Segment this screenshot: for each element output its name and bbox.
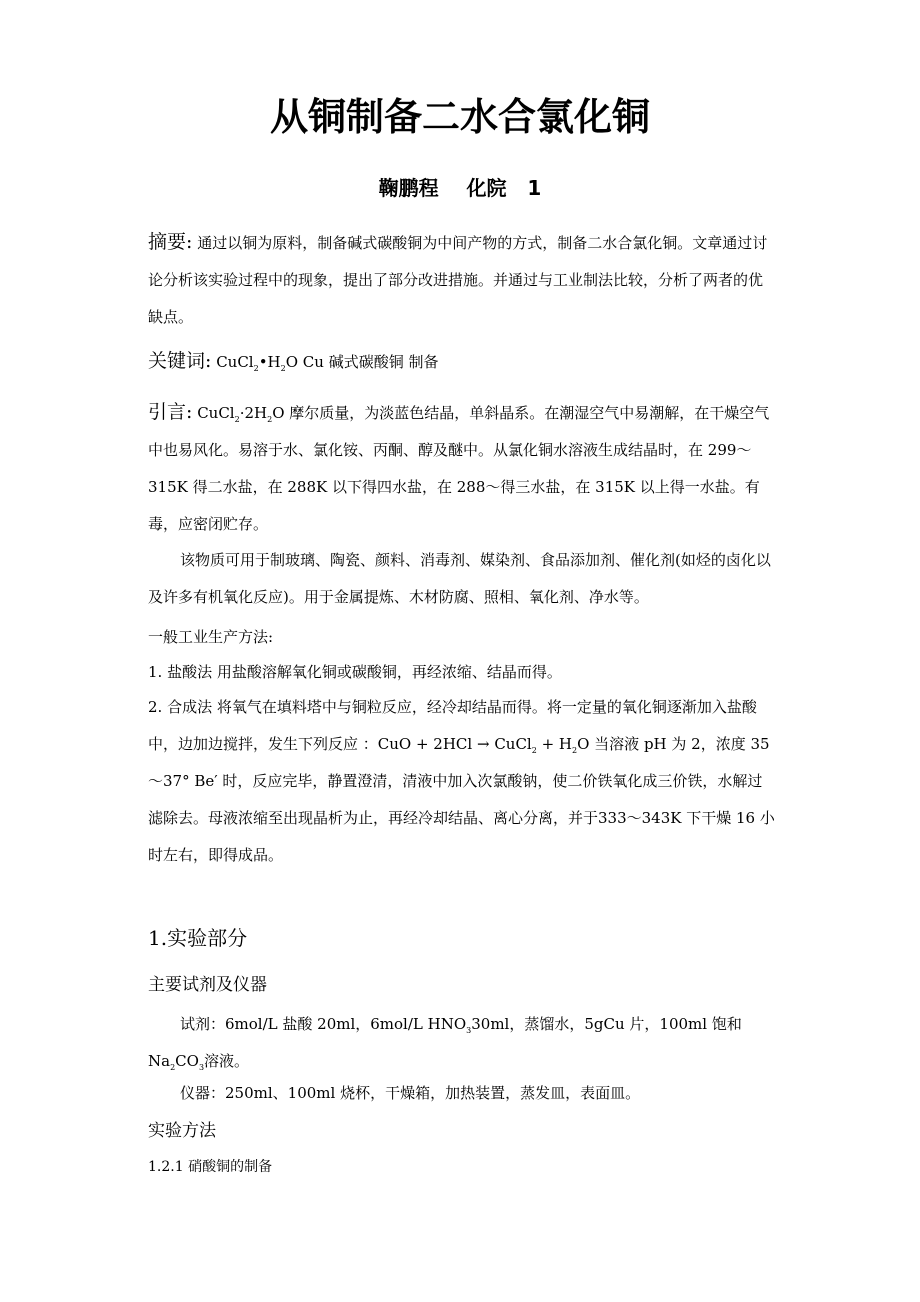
reagents-text: CO (175, 1052, 199, 1070)
method-2 (148, 689, 776, 874)
author-line: 鞠鹏程 化院 1 (378, 176, 542, 200)
intro-formula: ·2H (239, 404, 268, 422)
keywords-text: O Cu 碱式碳酸铜 制备 (285, 353, 439, 371)
subscript: 2 (267, 415, 273, 424)
reagents-text: 溶液。 (204, 1052, 250, 1070)
method-2-text: + H (536, 735, 573, 753)
intro-formula: O (272, 404, 285, 422)
reagents-paragraph (148, 1006, 776, 1080)
instruments-paragraph: 仪器：250ml、100ml 烧杯，干燥箱，加热装置，蒸发皿，表面皿。 (180, 1084, 641, 1102)
subsection-heading: 1.2.1 硝酸铜的制备 (148, 1159, 273, 1175)
reagents-heading: 主要试剂及仪器 (148, 975, 267, 995)
subscript: 2 (170, 1063, 176, 1072)
method-2-text: O 当溶液 pH 为 2，浓度 35～37° Be′ 时，反应完毕，静置澄清，清液中加入次氯酸钠，使二价铁氧化成三价铁，水解过滤除去。母液浓缩至出现晶析为止，再经冷却结晶、离心分离，并于333～343K 下干燥 16 小时左右，即得成品。 (148, 735, 775, 864)
abstract-paragraph (148, 224, 776, 336)
subscript: 2 (234, 415, 240, 424)
method-2-text: 2. 合成法 将氧气在填料塔中与铜粒反应，经冷却结晶而得。将一定量的氧化铜逐渐加入盐酸中，边加边搅拌，发生下列反应 ：CuO + 2HCl → CuCl (148, 698, 757, 753)
keywords-formula: •H (258, 353, 281, 371)
subscript: 3 (198, 1063, 205, 1072)
intro-text: 摩尔质量，为淡蓝色结晶，单斜晶系。在潮湿空气中易潮解，在干燥空气中也易风化。易溶于水、氯化铵、丙酮、醇及醚中。从氯化铜水溶液生成结晶时，在 299～315K 得二水盐，在 288K 以下得四水盐，在 288～得三水盐，在 315K 以上得一水盐。有毒，应密闭贮存。 (148, 404, 770, 533)
document-title: 从铜制备二水合氯化铜 (269, 95, 650, 139)
subscript: 2 (280, 364, 286, 373)
keywords-formula: CuCl (216, 353, 254, 371)
intro-paragraph (148, 394, 776, 543)
section-heading: 1.实验部分 (148, 926, 248, 950)
reagents-text: 试剂：6mol/L 盐酸 20ml，6mol/L HNO (180, 1015, 467, 1033)
keywords-line (148, 348, 776, 375)
subscript: 2 (531, 746, 537, 755)
subscript: 3 (466, 1026, 472, 1035)
method-heading: 实验方法 (148, 1121, 216, 1141)
subscript: 2 (572, 746, 578, 755)
method-1: 1. 盐酸法 用盐酸溶解氧化铜或碳酸铜，再经浓缩、结晶而得。 (148, 663, 562, 681)
abstract-text: 通过以铜为原料，制备碱式碳酸铜为中间产物的方式，制备二水合氯化铜。文章通过讨论分析该实验过程中的现象，提出了部分改进措施。并通过与工业制法比较，分析了两者的优缺点。 (148, 234, 768, 326)
uses-paragraph: 该物质可用于制玻璃、陶瓷、颜料、消毒剂、媒染剂、食品添加剂、催化剂(如烃的卤化以及许多有机氧化反应)。用于金属提炼、木材防腐、照相、氧化剂、净水等。 (148, 551, 771, 606)
keywords-label: 关键词: (148, 350, 212, 372)
industrial-heading: 一般工业生产方法: (148, 628, 274, 646)
intro-formula: CuCl (197, 404, 235, 422)
reagents-text: 30ml，蒸馏水，5gCu 片，100ml 饱和 Na (148, 1015, 742, 1070)
subscript: 2 (253, 364, 259, 373)
abstract-label: 摘要: (148, 231, 193, 253)
intro-label: 引言: (148, 401, 193, 423)
